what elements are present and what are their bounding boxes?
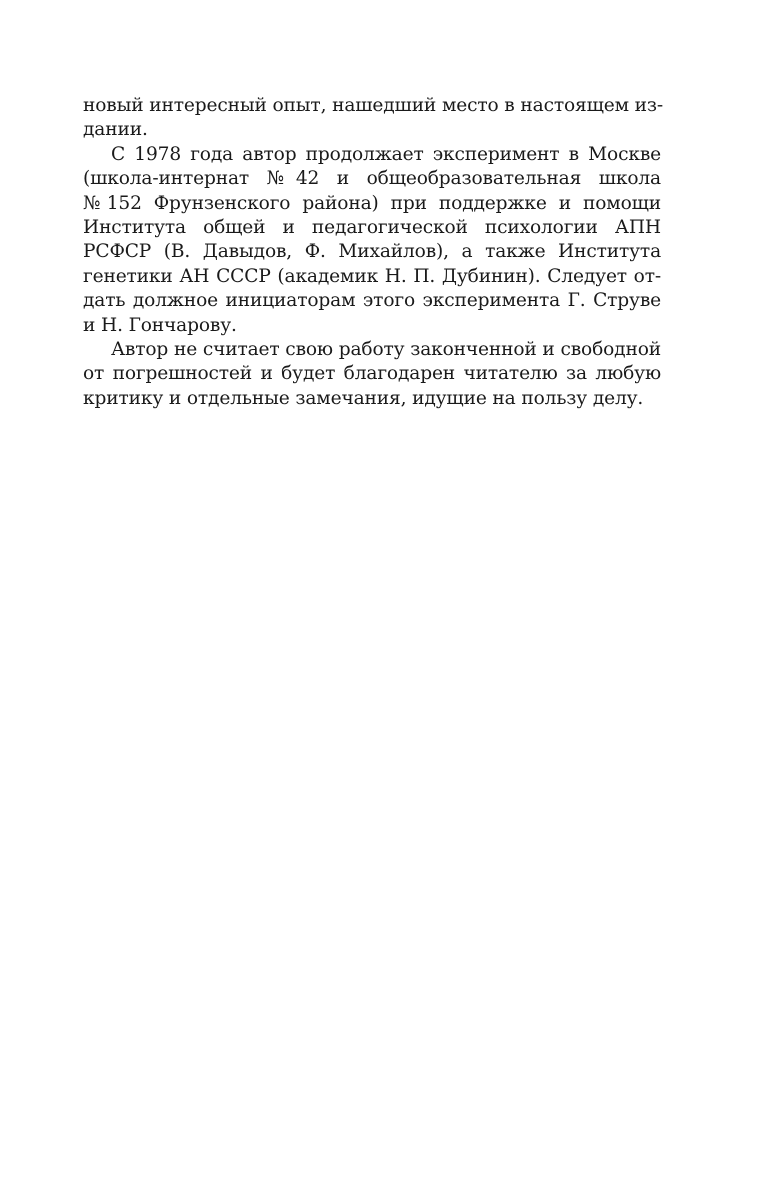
- text-line: критику и отдельные замечания, идущие на пользу делу.: [83, 387, 644, 409]
- text-line: С 1978 года автор продолжает эксперимент в Москве: [111, 143, 661, 165]
- text-line: и Н. Гончарову.: [83, 314, 237, 336]
- text-line: от погрешностей и будет благодарен читателю за любую: [83, 363, 661, 385]
- text-line: Автор не считает свою работу законченной и свободной: [111, 338, 661, 360]
- text-line: №152 Фрунзенского района) при поддержке и помощи: [83, 192, 661, 214]
- text-line: генетики АН СССР (академик Н. П. Дубинин). Следует от-: [83, 265, 661, 287]
- text-line: дании.: [83, 119, 148, 141]
- paragraph: [83, 94, 664, 143]
- text-line: дать должное инициаторам этого эксперимента Г. Струве: [83, 290, 661, 312]
- body-text: [83, 94, 664, 411]
- text-line: (школа-интернат №42 и общеобразовательная школа: [83, 168, 661, 190]
- text-line: РСФСР (В. Давыдов, Ф. Михайлов), а также Института: [83, 241, 661, 263]
- text-line: Института общей и педагогической психологии АПН: [83, 216, 661, 238]
- paragraph: [83, 143, 661, 338]
- text-line: новый интересный опыт, нашедший место в настоящем из-: [83, 95, 664, 116]
- paragraph: [83, 338, 661, 411]
